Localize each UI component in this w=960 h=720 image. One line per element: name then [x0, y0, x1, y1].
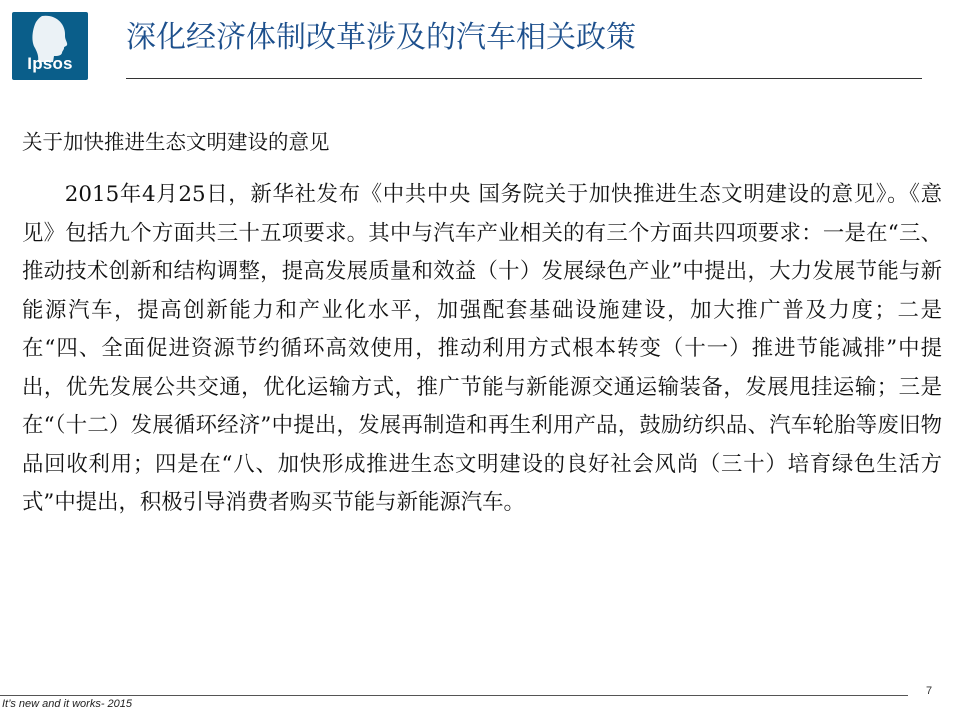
page-title: 深化经济体制改革涉及的汽车相关政策 — [126, 20, 636, 55]
title-divider — [126, 78, 922, 79]
logo-text: Ipsos — [27, 54, 73, 73]
body-paragraph: 2015年4月25日，新华社发布《中共中央 国务院关于加快推进生态文明建设的意见》。《意见》包括九个方面共三十五项要求。其中与汽车产业相关的有三个方面共四项要求：一是在“三、推动技术创新和结构调整，提高发展质量和效益（十）发展绿色产业”中提出，大力发展节能与新能源汽车，提高创新能力和产业化水平，加强配套基础设施建设，加大推广普及力度；二是在“四、全面促进资源节约循环高效使用，推动利用方式根本转变（十一）推进节能减排”中提出，优先发展公共交通，优化运输方式，推广节能与新能源交通运输装备，发展甩挂运输；三是在“（十二）发展循环经济”中提出，发展再制造和再生利用产品，鼓励纺织品、汽车轮胎等废旧物品回收利用；四是在“八、加快形成推进生态文明建设的良好社会风尚（三十）培育绿色生活方式”中提出，积极引导消费者购买节能与新能源汽车。 — [22, 182, 942, 515]
footer-tagline: It’s new and it works- 2015 — [2, 698, 133, 710]
section-heading: 关于加快推进生态文明建设的意见 — [22, 130, 330, 154]
page-number: 7 — [926, 685, 933, 697]
footer-divider — [0, 695, 908, 696]
ipsos-logo — [12, 12, 88, 80]
